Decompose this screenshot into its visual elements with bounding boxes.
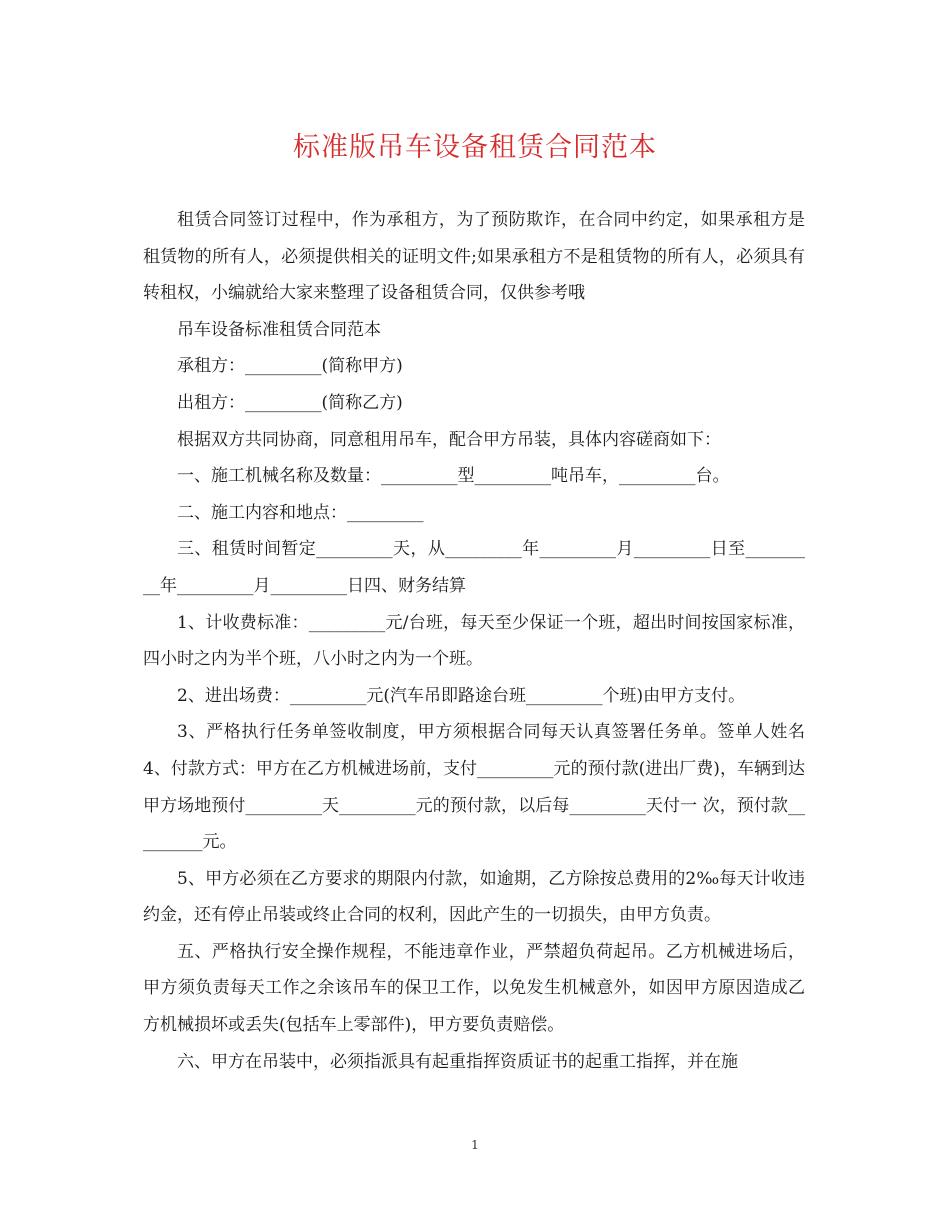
- lessor-line: 出租方：_________(简称乙方): [177, 392, 403, 413]
- document-body: [143, 202, 805, 1080]
- lessee-line: 承租方：_________(简称甲方): [177, 356, 403, 377]
- document-title: 标准版吊车设备租赁合同范本: [293, 132, 657, 163]
- task-sheet-paragraph: 3、严格执行任务单签收制度，甲方须根据合同每天认真签署任务单。签单人姓名4、付款方式：甲方在乙方机械进场前，支付_________元的预付款(进出厂费)，车辆到达甲方场地预付_________天_________元的预付款，以后每_________天付一 次，预付款_________元。: [143, 722, 805, 853]
- agreement-paragraph: 根据双方共同协商，同意租用吊车，配合甲方吊装，具体内容磋商如下：: [177, 429, 721, 450]
- clause-1-paragraph: 一、施工机械名称及数量：_________型_________吨吊车，_________台。: [177, 466, 730, 487]
- fee-standard-paragraph: 1、计收费标准：_________元/台班，每天至少保证一个班，超出时间按国家标准，四小时之内为半个班，八小时之内为一个班。: [143, 612, 805, 670]
- payment-term-paragraph: 5、甲方必须在乙方要求的期限内付款，如逾期，乙方除按总费用的2‰每天计收违约金，还有停止吊装或终止合同的权利，因此产生的一切损失，由甲方负责。: [143, 868, 805, 926]
- subtitle-paragraph: 吊车设备标准租赁合同范本: [177, 319, 381, 340]
- page-number: 1: [471, 1138, 479, 1152]
- clause-2-paragraph: 二、施工内容和地点：_________: [177, 502, 424, 523]
- intro-paragraph: 租赁合同签订过程中，作为承租方，为了预防欺诈，在合同中约定，如果承租方是租赁物的所有人，必须提供相关的证明文件;如果承租方不是租赁物的所有人，必须具有转租权，小编就给大家来整理了设备租赁合同，仅供参考哦: [143, 210, 805, 304]
- clause-6-paragraph: 六、甲方在吊装中，必须指派具有起重指挥资质证书的起重工指挥，并在施: [177, 1051, 738, 1072]
- clause-3-paragraph: 三、租赁时间暂定_________天，从_________年_________月_________日至_________年_________月_________日四、财务结算: [143, 539, 805, 596]
- entry-fee-paragraph: 2、进出场费：_________元(汽车吊即路途台班_________个班)由甲方支付。: [177, 685, 746, 706]
- clause-5-paragraph: 五、严格执行安全操作规程，不能违章作业，严禁超负荷起吊。乙方机械进场后，甲方须负责每天工作之余该吊车的保卫工作，以免发生机械意外，如因甲方原因造成乙方机械损坏或丢失(包括车上零部件)，甲方要负责赔偿。: [143, 941, 805, 1036]
